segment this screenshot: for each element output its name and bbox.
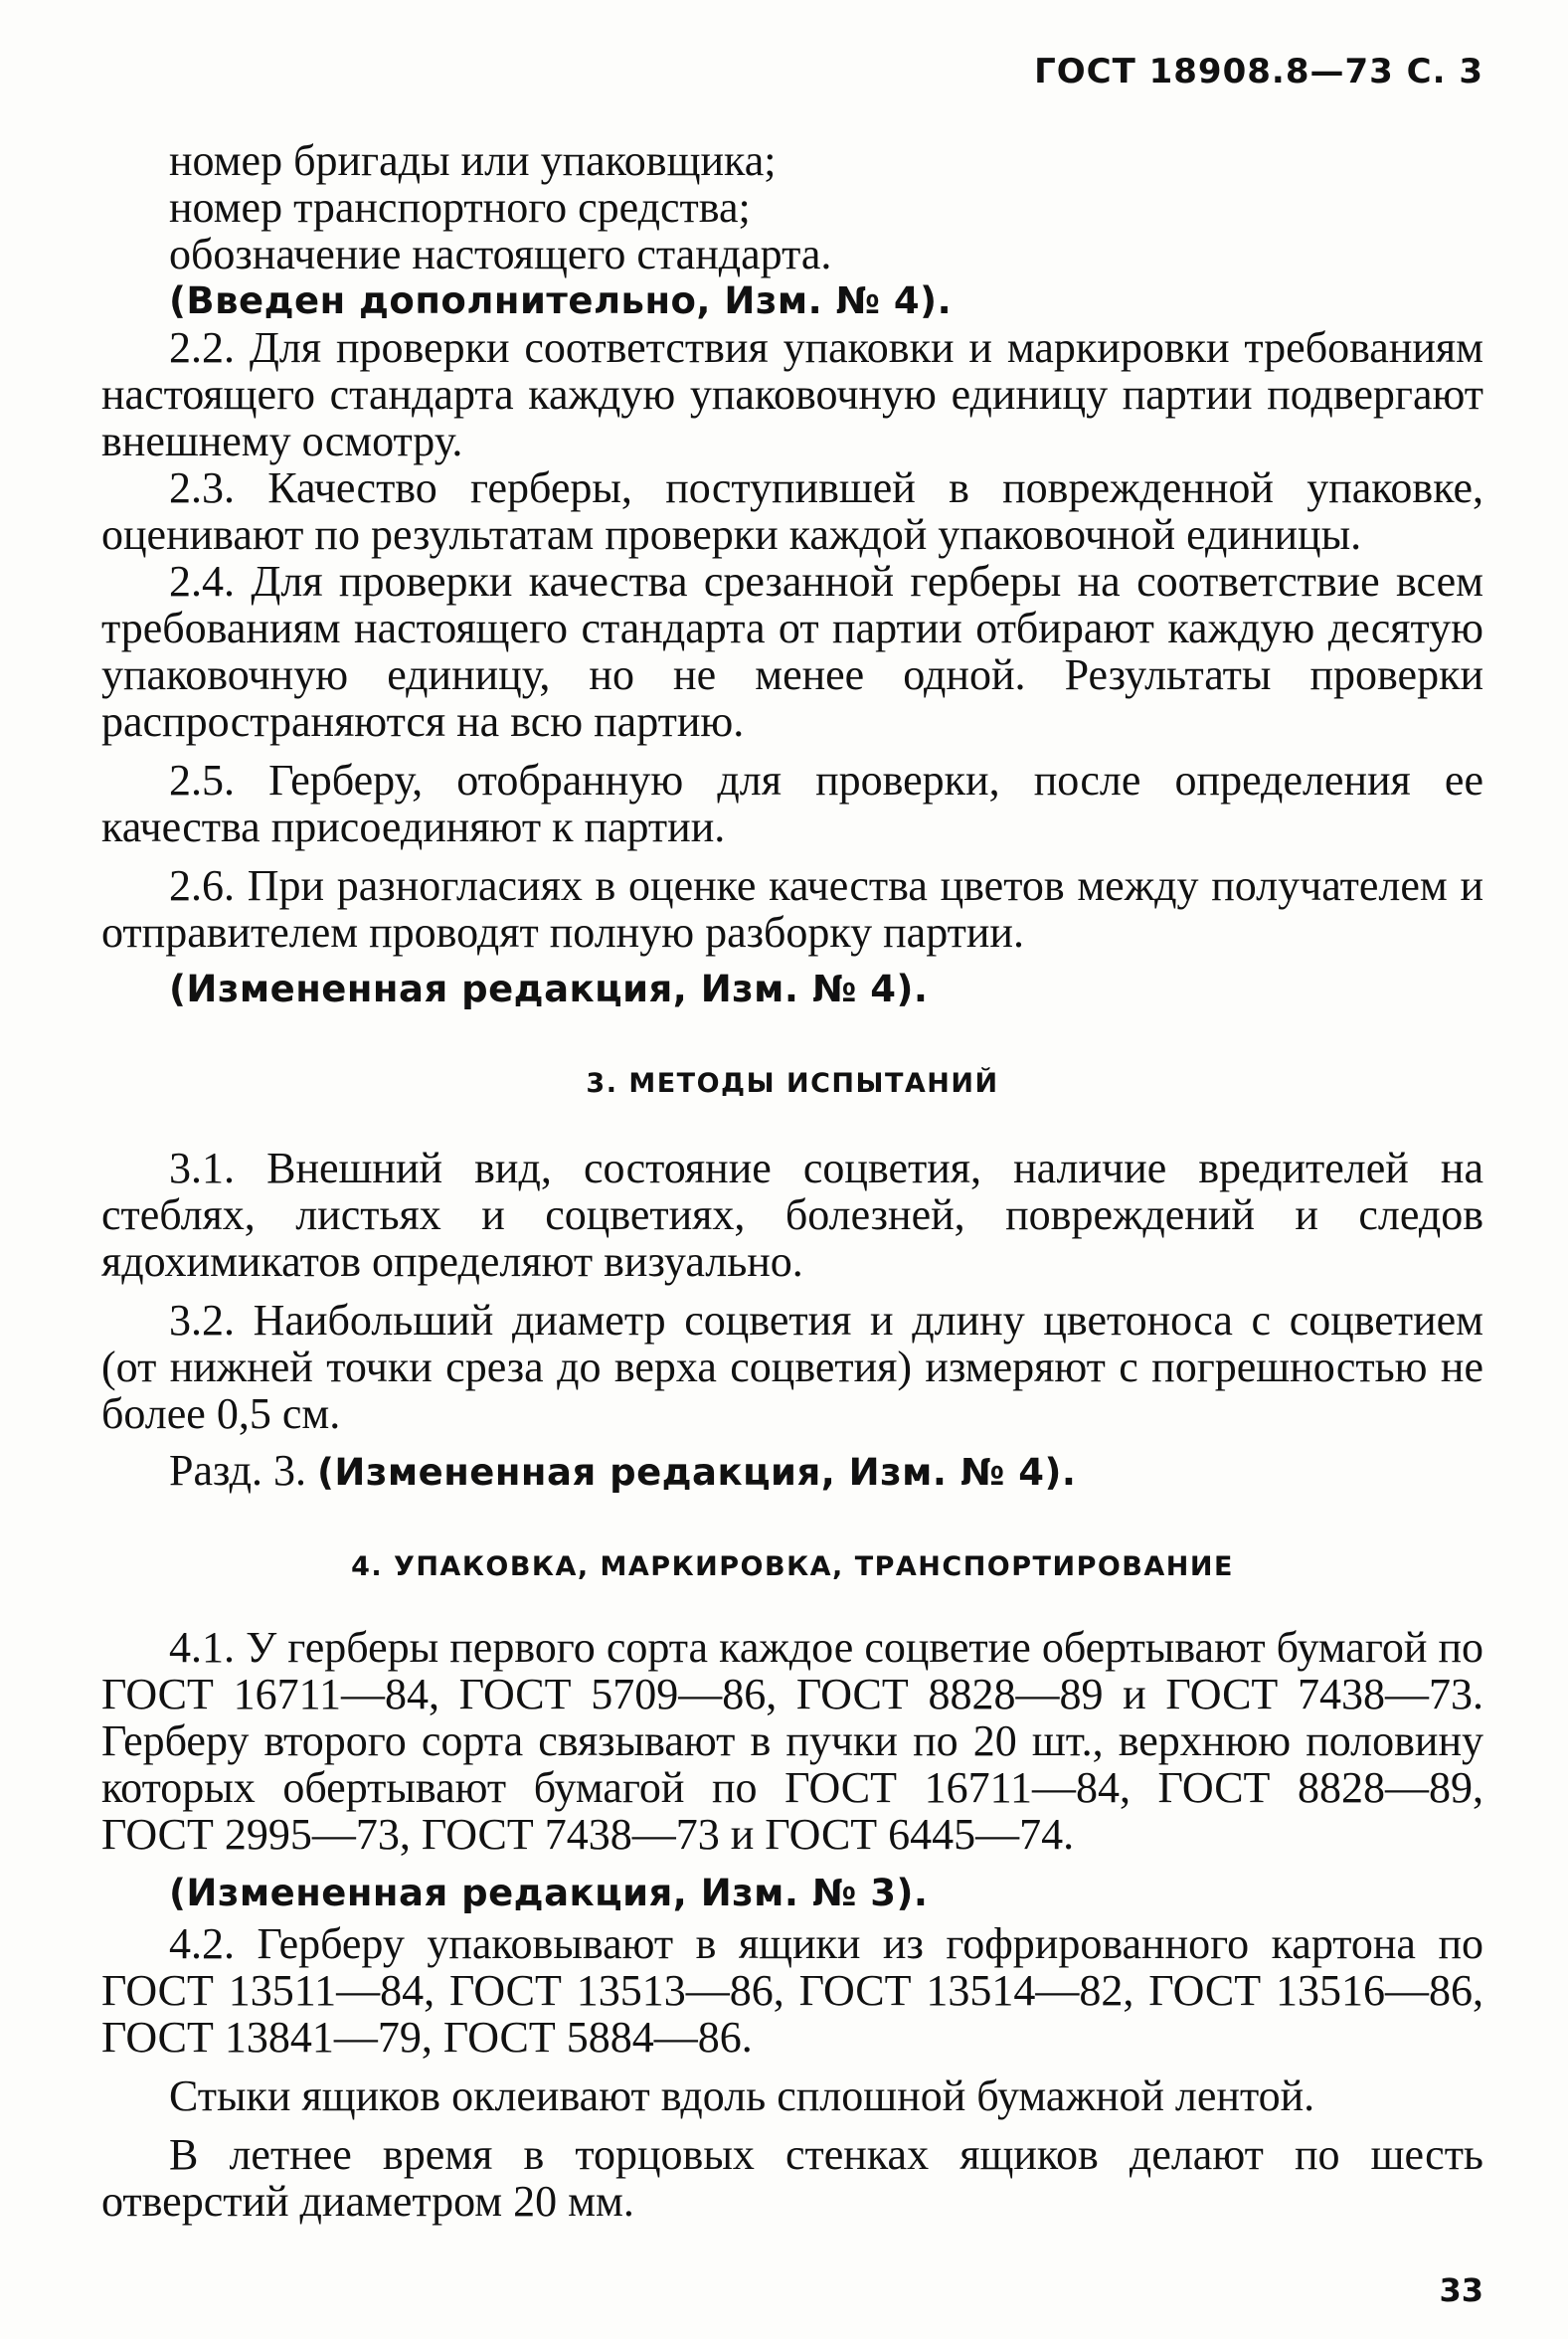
running-header: ГОСТ 18908.8—73 С. 3: [1034, 52, 1483, 91]
document-page: [101, 0, 1483, 2339]
paragraph-2-5: 2.5. Герберу, отобранную для проверки, после определения ее качества присоединяют к партии.: [101, 756, 1483, 851]
section-3-title: 3. МЕТОДЫ ИСПЫТАНИЙ: [586, 1068, 999, 1099]
list-item: номер транспортного средства;: [169, 183, 751, 232]
list-item: обозначение настоящего стандарта.: [169, 230, 832, 278]
paragraph-2-3: 2.3. Качество герберы, поступившей в поврежденной упаковке, оценивают по результатам проверки каждой упаковочной единицы.: [101, 463, 1483, 559]
amendment-note: (Измененная редакция, Изм. № 4).: [169, 968, 929, 1010]
amendment-note: (Измененная редакция, Изм. № 3).: [169, 1872, 929, 1914]
section-4-title: 4. УПАКОВКА, МАРКИРОВКА, ТРАНСПОРТИРОВАНИЕ: [351, 1551, 1234, 1582]
amendment-note: (Измененная редакция, Изм. № 4).: [316, 1451, 1077, 1494]
razd-prefix: Разд. 3.: [169, 1446, 306, 1495]
paragraph-2-2: 2.2. Для проверки соответствия упаковки и маркировки требованиям настоящего стандарта каждую упаковочную единицу партии подвергают внешнему осмотру.: [101, 323, 1483, 465]
paragraph-2-4: 2.4. Для проверки качества срезанной герберы на соответствие всем требованиям настоящего стандарта от партии отбирают каждую десятую упаковочную единицу, но не менее одной. Результаты проверки распространяются на всю партию.: [101, 557, 1483, 746]
paragraph-4-2: 4.2. Герберу упаковывают в ящики из гофрированного картона по ГОСТ 13511—84, ГОСТ 13513—86, ГОСТ 13514—82, ГОСТ 13516—86, ГОСТ 13841—79, ГОСТ 5884—86.: [101, 1919, 1483, 2062]
paragraph-2-6: 2.6. При разногласиях в оценке качества цветов между получателем и отправителем проводят полную разборку партии.: [101, 861, 1483, 957]
section-3-amendment: [101, 1447, 1483, 1496]
list-item: номер бригады или упаковщика;: [169, 136, 777, 185]
paragraph-3-1: 3.1. Внешний вид, состояние соцветия, наличие вредителей на стеблях, листьях и соцветиях, болезней, повреждений и следов ядохимикатов определяют визуально.: [101, 1144, 1483, 1286]
paragraph-4-1: 4.1. У герберы первого сорта каждое соцветие обертывают бумагой по ГОСТ 16711—84, ГОСТ 5709—86, ГОСТ 8828—89 и ГОСТ 7438—73. Герберу второго сорта связывают в пучки по 20 шт., верхнюю половину которых обертывают бумагой по ГОСТ 16711—84, ГОСТ 8828—89, ГОСТ 2995—73, ГОСТ 7438—73 и ГОСТ 6445—74.: [101, 1623, 1483, 1859]
paragraph-4-2b: Стыки ящиков оклеивают вдоль сплошной бумажной лентой.: [169, 2071, 1315, 2120]
page-number: 33: [1439, 2271, 1483, 2309]
document-body: [101, 137, 1483, 2225]
amendment-note: (Введен дополнительно, Изм. № 4).: [169, 279, 953, 322]
paragraph-4-2c: В летнее время в торцовых стенках ящиков делают по шесть отверстий диаметром 20 мм.: [101, 2130, 1483, 2226]
paragraph-3-2: 3.2. Наибольший диаметр соцветия и длину цветоноса с соцветием (от нижней точки среза до верха соцветия) измеряют с погрешностью не более 0,5 см.: [101, 1296, 1483, 1438]
